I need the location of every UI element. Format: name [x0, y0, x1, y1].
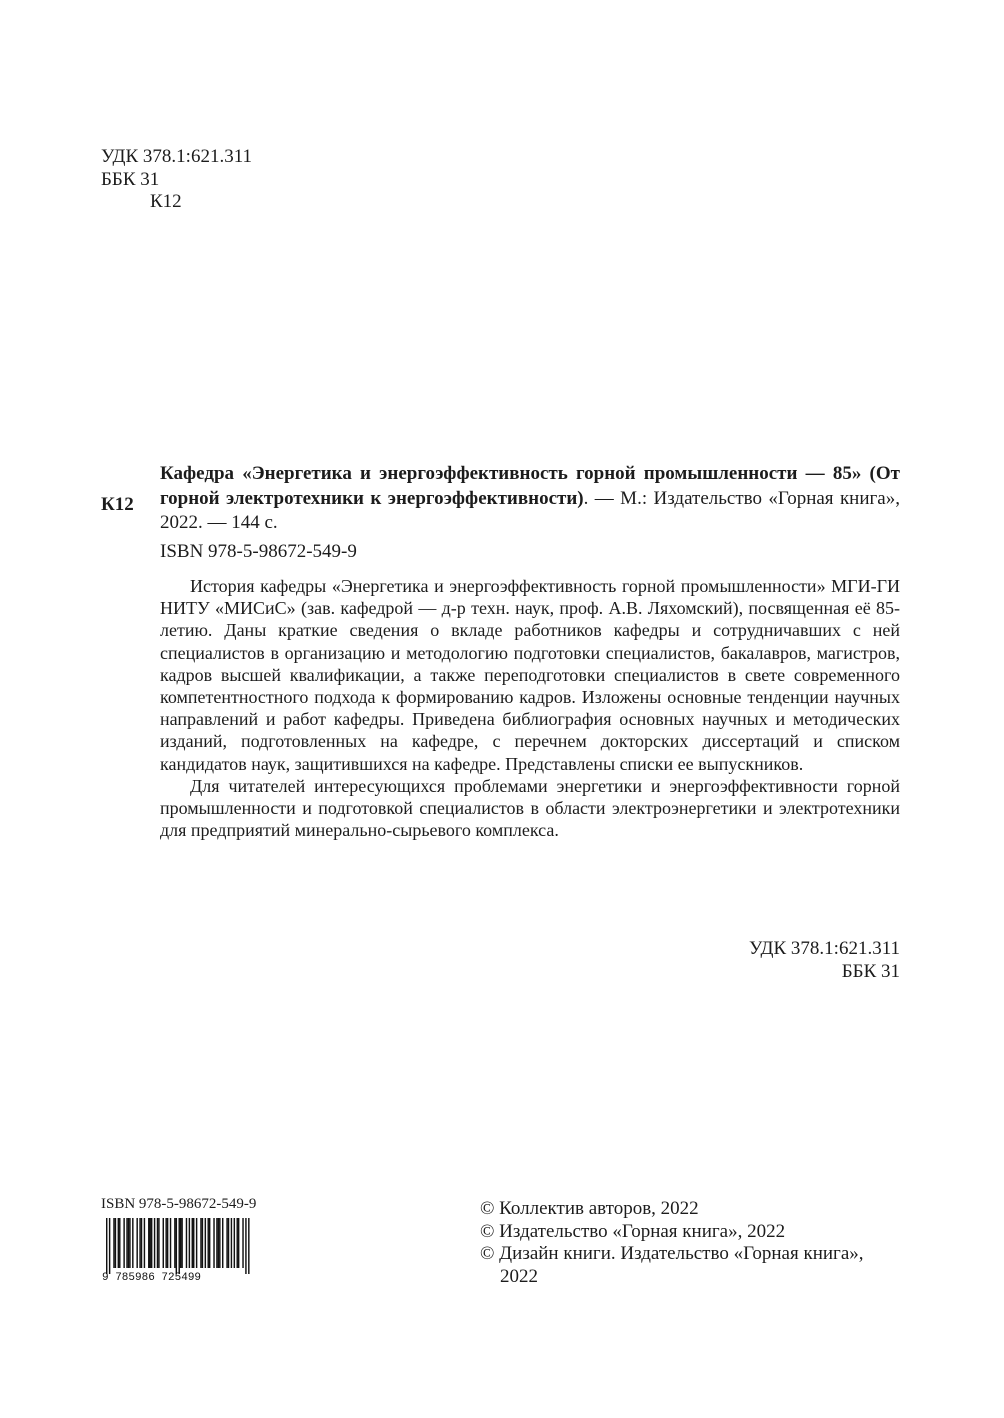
- author-mark: К12: [150, 191, 182, 212]
- barcode-bar: [151, 1218, 152, 1268]
- barcode-bar: [234, 1218, 235, 1268]
- barcode-bar: [208, 1218, 209, 1268]
- copyright-line: © Издательство «Горная книга», 2022: [480, 1220, 786, 1242]
- barcode-bar: [242, 1218, 243, 1268]
- barcode-bar: [218, 1218, 219, 1268]
- barcode-bar: [189, 1218, 190, 1268]
- barcode-bar: [167, 1218, 168, 1268]
- barcode-bar: [154, 1218, 155, 1268]
- barcode-bar: [163, 1218, 164, 1268]
- udk-code: УДК 378.1:621.311: [101, 146, 252, 167]
- book-title: Кафедра «Энергетика и энергоэффективность горной промышленности — 85» (От горной электротехники к энергоэффективности): [160, 463, 900, 509]
- index-mark: К12: [101, 494, 134, 515]
- copyright-block: [480, 1198, 905, 1288]
- barcode-bar: [196, 1218, 197, 1268]
- barcode-bar: [174, 1218, 175, 1268]
- bibliographic-record: [160, 462, 900, 564]
- barcode-bar: [200, 1218, 201, 1268]
- isbn-barcode: [100, 1218, 252, 1282]
- barcode-bar: [126, 1218, 127, 1268]
- barcode-bar: [205, 1218, 206, 1268]
- barcode-bar: [222, 1218, 223, 1268]
- barcode-bar: [136, 1218, 137, 1268]
- barcode-bar: [226, 1218, 227, 1268]
- barcode-bar: [109, 1218, 110, 1274]
- barcode-bar: [158, 1218, 159, 1268]
- barcode-digits: 9 785986 725499: [102, 1272, 202, 1282]
- barcode-bar: [193, 1218, 194, 1268]
- barcode-bar: [228, 1218, 229, 1268]
- barcode-isbn-label: ISBN 978-5-98672-549-9: [101, 1196, 257, 1212]
- barcode-bar: [128, 1218, 129, 1268]
- barcode-bar: [238, 1218, 239, 1268]
- barcode-bar: [115, 1218, 116, 1268]
- barcode-bar: [132, 1218, 133, 1268]
- barcode-bar: [181, 1218, 182, 1268]
- barcode-bar: [216, 1218, 217, 1268]
- bottom-classification: [749, 938, 900, 983]
- barcode-bar: [209, 1218, 210, 1268]
- barcode-bar: [118, 1218, 119, 1268]
- barcode-bar: [139, 1218, 140, 1268]
- barcode-bar: [106, 1218, 107, 1274]
- barcode-bar: [176, 1218, 177, 1274]
- bbk-code: ББК 31: [101, 168, 160, 190]
- barcode-bar: [148, 1218, 149, 1268]
- barcode-bar: [202, 1218, 203, 1268]
- abstract: [160, 575, 900, 841]
- barcode-bar: [157, 1218, 158, 1268]
- barcode-bar: [129, 1218, 130, 1268]
- barcode-bar: [180, 1218, 181, 1268]
- barcode-bar: [150, 1218, 151, 1268]
- barcode-bar: [141, 1218, 142, 1268]
- barcode-bar: [144, 1218, 145, 1268]
- barcode-bar: [179, 1218, 180, 1274]
- isbn: ISBN 978-5-98672-549-9: [160, 540, 357, 562]
- audience-paragraph: Для читателей интересующихся проблемами энергетики и энергоэффективности горной промышленности и подготовкой специалистов в области электроэнергетики и электротехники для предприятий минерально-сырьевого комплекса.: [160, 775, 900, 841]
- barcode-bar: [186, 1218, 187, 1268]
- barcode-bar: [170, 1218, 171, 1268]
- barcode-bar: [231, 1218, 232, 1268]
- top-classification: [101, 146, 252, 214]
- barcode-bar: [248, 1218, 249, 1274]
- copyright-line: © Коллектив авторов, 2022: [480, 1198, 699, 1219]
- abstract-paragraph: История кафедры «Энергетика и энергоэффективность горной промышленности» МГИ-ГИ НИТУ «МИСиС» (зав. кафедрой — д-р техн. наук, проф. А.В. Ляхомский), посвященная её 85-летию. Даны краткие сведения о вкладе работников кафедры и сотрудничавших с ней специалистов в организацию и методологию подготовки специалистов, бакалавров, магистров, кадров высшей квалификации, а также переподготовки специалистов в свете современного компетентностного подхода к формированию кадров. Изложены основные тенденции научных направлений и работ кафедры. Приведена библиография основных научных и методических изданий, подготовленных на кафедре, с перечнем докторских диссертаций и списком кандидатов наук, защитившихся на кафедре. Представлены списки ее выпускников.: [160, 576, 900, 774]
- udk-code-bottom: УДК 378.1:621.311: [749, 938, 900, 959]
- barcode-bar: [123, 1218, 124, 1268]
- imprint: . — М.: Издательство «Горная книга», 2022. — 144 с.: [160, 487, 900, 533]
- barcode-bar: [192, 1218, 193, 1268]
- bbk-code-bottom: ББК 31: [841, 960, 900, 982]
- barcode-bar: [119, 1218, 120, 1268]
- barcode-bar: [237, 1218, 238, 1268]
- barcode-bar: [165, 1218, 166, 1268]
- barcode-bar: [245, 1218, 246, 1274]
- barcode-bar: [213, 1218, 214, 1268]
- copyright-line: © Дизайн книги. Издательство «Горная книга», 2022: [480, 1243, 864, 1287]
- barcode-bar: [219, 1218, 220, 1268]
- barcode-bar: [113, 1218, 114, 1268]
